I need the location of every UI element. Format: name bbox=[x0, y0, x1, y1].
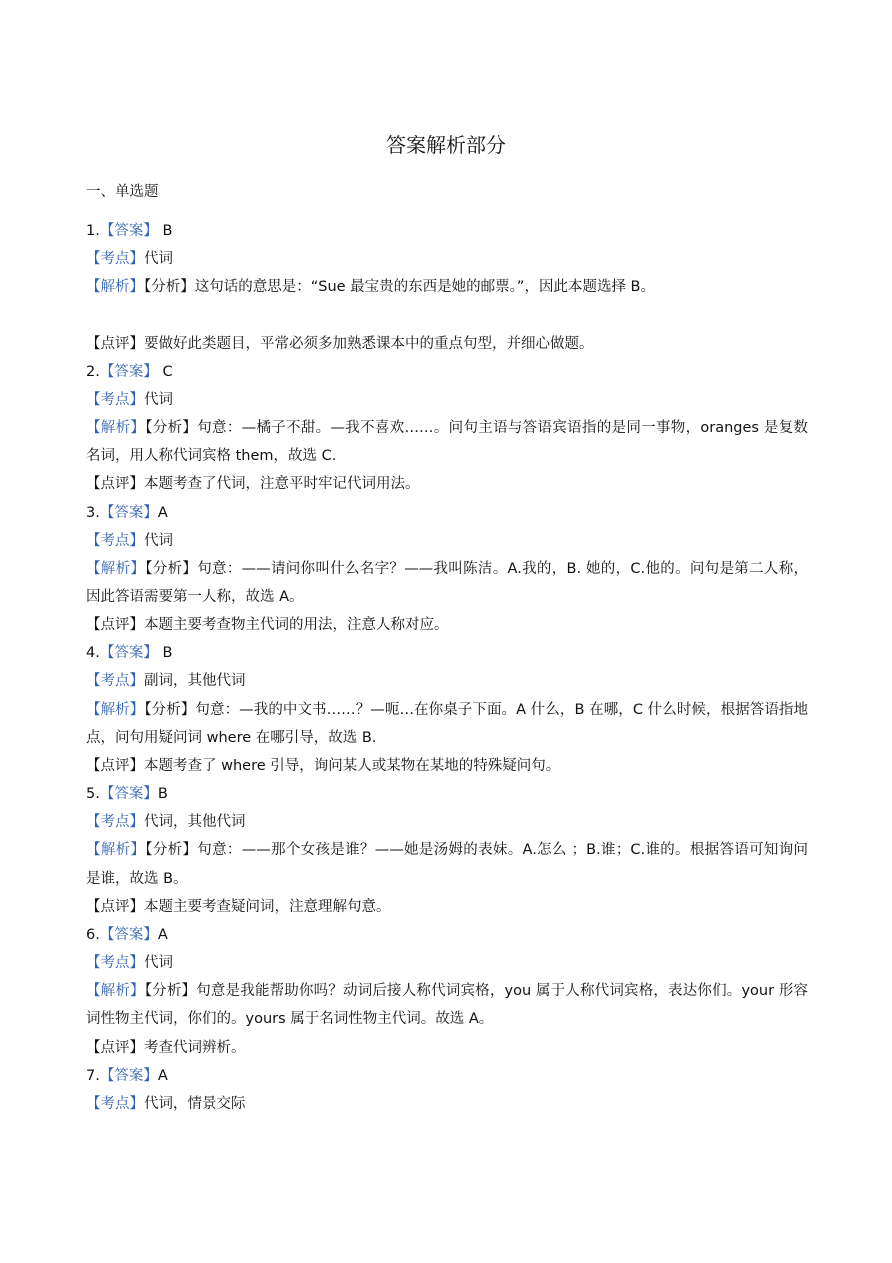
jiexi-line bbox=[86, 555, 808, 611]
answer-item-2 bbox=[86, 358, 808, 499]
question-number: 6. bbox=[86, 926, 100, 943]
answer-item-5 bbox=[86, 780, 808, 921]
blank-line bbox=[86, 301, 808, 329]
answer-line bbox=[86, 217, 808, 245]
kaodian-value: 代词，其他代词 bbox=[144, 814, 246, 831]
answer-line bbox=[86, 639, 808, 667]
answer-label: 【答案】 bbox=[99, 504, 158, 521]
answer-line bbox=[86, 921, 808, 949]
jiexi-line bbox=[86, 696, 808, 752]
answer-value: A bbox=[157, 504, 168, 521]
kaodian-value: 代词 bbox=[144, 391, 173, 408]
page-title: 答案解析部分 bbox=[386, 133, 506, 157]
dianping-text: 考查代词辨析。 bbox=[144, 1039, 246, 1056]
answer-item-4 bbox=[86, 639, 808, 780]
jiexi-text: 句意是我能帮助你吗？动词后接人称代词宾格，you 属于人称代词宾格，表达你们。your 形容词性物主代词，你们的。yours 属于名词性物主代词。故选 A。 bbox=[86, 983, 809, 1028]
answer-value: C bbox=[157, 363, 173, 380]
dianping-line bbox=[86, 611, 808, 639]
question-number: 3. bbox=[86, 504, 100, 521]
dianping-text: 本题主要考查物主代词的用法，注意人称对应。 bbox=[144, 617, 449, 634]
answer-line bbox=[86, 1062, 808, 1090]
dianping-text: 本题考查了代词，注意平时牢记代词用法。 bbox=[144, 476, 420, 493]
answer-item-3 bbox=[86, 499, 808, 640]
dianping-label: 【点评】 bbox=[86, 476, 144, 493]
dianping-label: 【点评】 bbox=[86, 1039, 144, 1056]
dianping-text: 本题主要考查疑问词，注意理解句意。 bbox=[144, 898, 391, 915]
jiexi-line bbox=[86, 977, 808, 1033]
answer-label: 【答案】 bbox=[99, 223, 158, 239]
kaodian-value: 代词 bbox=[144, 532, 173, 549]
answer-label: 【答案】 bbox=[99, 645, 158, 662]
kaodian-label: 【考点】 bbox=[86, 673, 144, 690]
jiexi-text: 句意：—橘子不甜。—我不喜欢……。问句主语与答语宾语指的是同一事物，oranges 是复数名词，用人称代词宾格 them，故选 C. bbox=[86, 420, 808, 465]
dianping-line bbox=[86, 752, 808, 780]
dianping-label: 【点评】 bbox=[86, 757, 144, 774]
answer-item-6 bbox=[86, 921, 808, 1062]
jiexi-label: 【解析】 bbox=[86, 701, 145, 718]
answer-line bbox=[86, 358, 808, 386]
section-heading: 一、单选题 bbox=[86, 184, 159, 200]
answer-value: A bbox=[157, 926, 168, 943]
answer-value: B bbox=[157, 645, 173, 662]
answer-item-7 bbox=[86, 1062, 808, 1118]
kaodian-value: 副词，其他代词 bbox=[144, 673, 246, 690]
dianping-label: 【点评】 bbox=[86, 617, 144, 634]
kaodian-label: 【考点】 bbox=[86, 251, 144, 268]
dianping-label: 【点评】 bbox=[86, 335, 144, 352]
kaodian-value: 代词 bbox=[144, 955, 173, 972]
jiexi-text: 句意：——请问你叫什么名字？——我叫陈洁。A.我的，B. 她的，C.他的。问句是第二人称，因此答语需要第一人称，故选 A。 bbox=[86, 560, 809, 606]
kaodian-label: 【考点】 bbox=[86, 814, 144, 831]
fenxi-label: 【分析】 bbox=[144, 701, 196, 718]
answer-label: 【答案】 bbox=[99, 786, 158, 803]
kaodian-label: 【考点】 bbox=[86, 955, 144, 972]
kaodian-line bbox=[86, 1090, 808, 1118]
dianping-line bbox=[86, 893, 808, 921]
kaodian-label: 【考点】 bbox=[86, 391, 144, 408]
jiexi-text: 句意：—我的中文书……？—呃…在你桌子下面。A 什么，B 在哪，C 什么时候，根据答语指地点，问句用疑问词 where 在哪引导，故选 B. bbox=[86, 701, 808, 746]
jiexi-label: 【解析】 bbox=[86, 560, 146, 577]
kaodian-line bbox=[86, 808, 808, 836]
fenxi-label: 【分析】 bbox=[145, 420, 198, 437]
jiexi-text: 句意：——那个女孩是谁？——她是汤姆的表妹。A.怎么 ；B.谁；C.谁的。根据答语可知询问是谁，故选 B。 bbox=[86, 842, 809, 887]
answer-value: B bbox=[157, 223, 173, 239]
question-number: 5. bbox=[86, 786, 100, 803]
answer-value: B bbox=[157, 786, 168, 803]
jiexi-label: 【解析】 bbox=[86, 983, 145, 1000]
jiexi-label: 【解析】 bbox=[86, 420, 146, 437]
kaodian-line bbox=[86, 245, 808, 273]
fenxi-label: 【分析】 bbox=[144, 983, 197, 1000]
jiexi-line bbox=[86, 273, 808, 301]
question-number: 1. bbox=[86, 223, 100, 239]
jiexi-line bbox=[86, 836, 808, 892]
dianping-label: 【点评】 bbox=[86, 898, 144, 915]
kaodian-line bbox=[86, 527, 808, 555]
dianping-line bbox=[86, 330, 808, 358]
answer-label: 【答案】 bbox=[99, 363, 158, 380]
question-number: 7. bbox=[86, 1067, 100, 1084]
jiexi-line bbox=[86, 414, 808, 470]
fenxi-label: 【分析】 bbox=[145, 842, 198, 859]
dianping-line bbox=[86, 1034, 808, 1062]
dianping-line bbox=[86, 470, 808, 498]
answer-list bbox=[86, 217, 808, 1118]
answer-label: 【答案】 bbox=[99, 926, 158, 943]
answer-label: 【答案】 bbox=[99, 1067, 158, 1084]
kaodian-label: 【考点】 bbox=[86, 1095, 144, 1112]
jiexi-label: 【解析】 bbox=[86, 842, 146, 859]
kaodian-line bbox=[86, 386, 808, 414]
question-number: 4. bbox=[86, 645, 100, 662]
answer-line bbox=[86, 780, 808, 808]
jiexi-text: 这句话的意思是：“Sue 最宝贵的东西是她的邮票。”，因此本题选择 B。 bbox=[194, 279, 656, 296]
kaodian-line bbox=[86, 949, 808, 977]
answer-value: A bbox=[157, 1067, 168, 1084]
dianping-text: 本题考查了 where 引导，询问某人或某物在某地的特殊疑问句。 bbox=[144, 757, 561, 774]
question-number: 2. bbox=[86, 363, 100, 380]
fenxi-label: 【分析】 bbox=[145, 560, 198, 577]
kaodian-value: 代词，情景交际 bbox=[144, 1095, 246, 1112]
kaodian-label: 【考点】 bbox=[86, 532, 144, 549]
kaodian-line bbox=[86, 667, 808, 695]
jiexi-label: 【解析】 bbox=[86, 279, 144, 296]
kaodian-value: 代词 bbox=[144, 251, 173, 268]
dianping-text: 要做好此类题目，平常必须多加熟悉课本中的重点句型，并细心做题。 bbox=[144, 335, 594, 352]
fenxi-label: 【分析】 bbox=[144, 279, 195, 296]
answer-item-1 bbox=[86, 217, 808, 358]
answer-line bbox=[86, 499, 808, 527]
